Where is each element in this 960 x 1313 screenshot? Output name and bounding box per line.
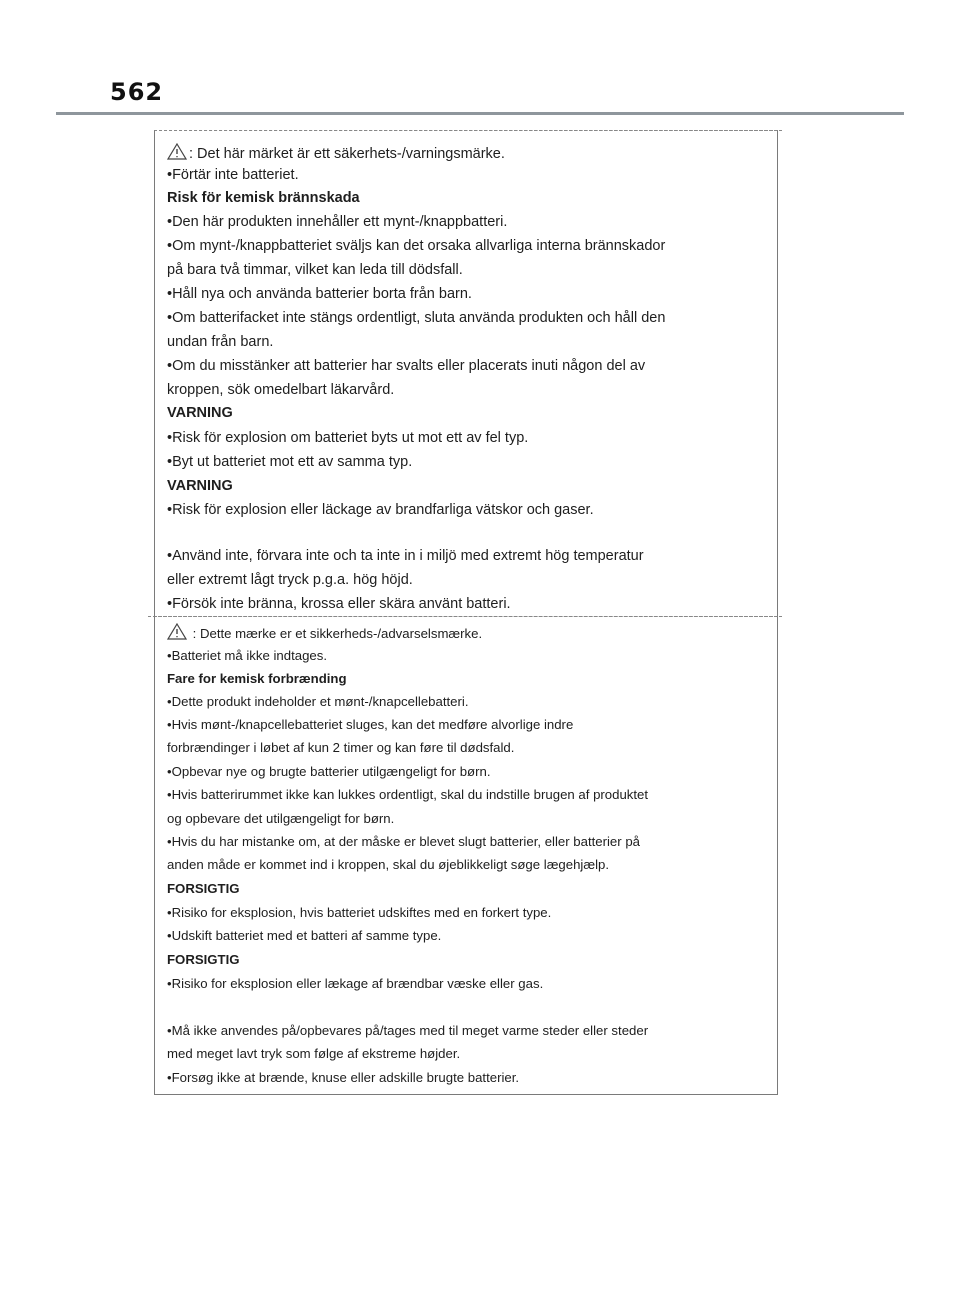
- text-line: [167, 237, 665, 255]
- line-text: •Risiko for eksplosion, hvis batteriet udskiftes med en forkert type.: [167, 905, 552, 920]
- section-heading: [167, 670, 347, 688]
- line-text: •Använd inte, förvara inte och ta inte in i miljö med extremt hög temperatur: [167, 548, 644, 564]
- line-text: Risk för kemisk brännskada: [167, 190, 360, 206]
- line-text: og opbevare det utilgængeligt for børn.: [167, 811, 395, 826]
- line-text: anden måde er kommet ind i kroppen, skal du øjeblikkeligt søge lægehjælp.: [167, 857, 610, 872]
- text-line: [167, 213, 507, 231]
- text-line: [167, 501, 594, 519]
- text-line: [167, 166, 299, 184]
- text-line: [167, 595, 511, 613]
- text-line: [167, 763, 491, 781]
- section-heading: [167, 404, 233, 422]
- line-text: forbrændinger i løbet af kun 2 timer og kan føre til dødsfald.: [167, 740, 515, 755]
- line-text: •Risiko for eksplosion eller lækage af brændbar væske eller gas.: [167, 976, 544, 991]
- line-text: : Det här märket är ett säkerhets-/varningsmärke.: [189, 146, 505, 162]
- line-text: •Opbevar nye og brugte batterier utilgængeligt for børn.: [167, 764, 491, 779]
- text-line: [167, 429, 528, 447]
- text-line: [167, 1022, 648, 1040]
- line-text: •Risk för explosion om batteriet byts ut mot ett av fel typ.: [167, 430, 529, 446]
- warning-triangle-icon: [167, 143, 187, 160]
- line-text: •Håll nya och använda batterier borta från barn.: [167, 286, 472, 302]
- warning-triangle-icon: [167, 623, 187, 640]
- line-text: •Hvis batterirummet ikke kan lukkes ordentligt, skal du indstille brugen af produktet: [167, 787, 649, 802]
- text-line: [167, 381, 394, 399]
- text-line: [167, 739, 514, 757]
- text-line: [167, 285, 472, 303]
- line-text: •Den här produkten innehåller ett mynt-/knappbatteri.: [167, 214, 508, 230]
- swedish-warning-section: [154, 130, 778, 616]
- line-text: •Om mynt-/knappbatteriet sväljs kan det orsaka allvarliga interna brännskador: [167, 238, 666, 254]
- danish-warning-section: [154, 616, 778, 1095]
- line-text: •Om du misstänker att batterier har svalts eller placerats inuti någon del av: [167, 358, 646, 374]
- text-line: [167, 904, 551, 922]
- text-line: [167, 357, 645, 375]
- text-line: [167, 333, 273, 351]
- text-line: [167, 453, 412, 471]
- line-text: •Byt ut batteriet mot ett av samma typ.: [167, 454, 413, 470]
- line-text: FORSIGTIG: [167, 952, 240, 967]
- line-text: FORSIGTIG: [167, 881, 240, 896]
- line-text: •Försök inte bränna, krossa eller skära använt batteri.: [167, 596, 511, 612]
- text-line: [167, 927, 441, 945]
- text-line: [167, 856, 609, 874]
- line-text: på bara två timmar, vilket kan leda till dödsfall.: [167, 262, 463, 278]
- line-text: •Hvis mønt-/knapcellebatteriet sluges, kan det medføre alvorlige indre: [167, 717, 574, 732]
- line-text: Fare for kemisk forbrænding: [167, 671, 347, 686]
- line-text: VARNING: [167, 405, 233, 421]
- section-heading: [167, 477, 233, 495]
- text-line: [167, 1069, 519, 1087]
- section-heading: [167, 189, 360, 207]
- text-line: [167, 975, 543, 993]
- line-text: : Dette mærke er et sikkerheds-/advarselsmærke.: [189, 626, 483, 641]
- text-line: [167, 810, 394, 828]
- text-line: [167, 309, 665, 327]
- line-text: •Udskift batteriet med et batteri af samme type.: [167, 928, 442, 943]
- line-text: •Må ikke anvendes på/opbevares på/tages med til meget varme steder eller steder: [167, 1023, 649, 1038]
- text-line: [167, 261, 463, 279]
- header-rule: [56, 112, 904, 115]
- line-text: undan från barn.: [167, 334, 274, 350]
- line-text: kroppen, sök omedelbart läkarvård.: [167, 382, 395, 398]
- text-line: [167, 143, 505, 163]
- section-heading: [167, 951, 240, 969]
- text-line: [167, 693, 469, 711]
- text-line: [167, 786, 648, 804]
- page-number: 562: [110, 78, 164, 106]
- line-text: •Förtär inte batteriet.: [167, 167, 299, 183]
- line-text: •Om batterifacket inte stängs ordentligt, sluta använda produkten och håll den: [167, 310, 666, 326]
- text-line: [167, 623, 482, 643]
- line-text: •Risk för explosion eller läckage av brandfarliga vätskor och gaser.: [167, 502, 594, 518]
- line-text: •Dette produkt indeholder et mønt-/knapcellebatteri.: [167, 694, 469, 709]
- line-text: •Forsøg ikke at brænde, knuse eller adskille brugte batterier.: [167, 1070, 520, 1085]
- line-text: •Hvis du har mistanke om, at der måske er blevet slugt batterier, eller batterier på: [167, 834, 640, 849]
- text-line: [167, 716, 573, 734]
- text-line: [167, 571, 413, 589]
- line-text: •Batteriet må ikke indtages.: [167, 648, 328, 663]
- text-line: [167, 647, 327, 665]
- text-line: [167, 833, 640, 851]
- section-heading: [167, 880, 240, 898]
- text-line: [167, 1045, 460, 1063]
- text-line: [167, 547, 644, 565]
- line-text: VARNING: [167, 478, 233, 494]
- line-text: med meget lavt tryk som følge af ekstreme højder.: [167, 1046, 461, 1061]
- line-text: eller extremt lågt tryck p.g.a. hög höjd.: [167, 572, 413, 588]
